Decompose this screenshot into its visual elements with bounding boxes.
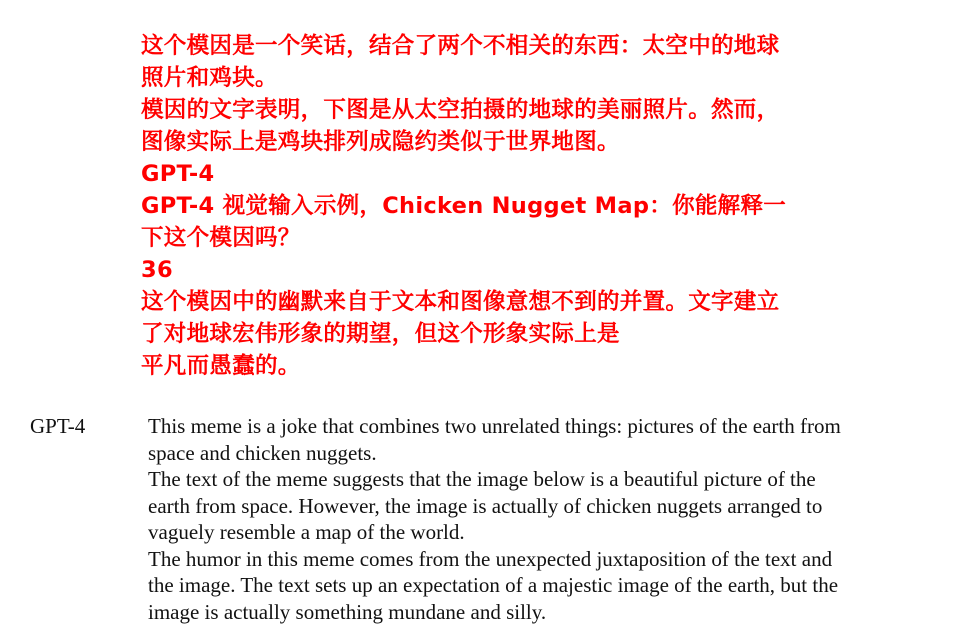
translation-line: 这个模因中的幽默来自于文本和图像意想不到的并置。文字建立 — [141, 289, 780, 315]
translation-line: GPT-4 视觉输入示例，Chicken Nugget Map：你能解释一 — [141, 193, 787, 219]
response-line: The humor in this meme comes from the unexpected juxtaposition of the text and — [148, 546, 833, 571]
response-line: vaguely resemble a map of the world. — [148, 520, 465, 544]
translation-line: 了对地球宏伟形象的期望，但这个形象实际上是 — [141, 321, 620, 347]
translation-line: 平凡而愚蠢的。 — [141, 353, 301, 379]
chinese-translation-block — [141, 30, 941, 382]
translation-line: 模因的文字表明，下图是从太空拍摄的地球的美丽照片。然而， — [141, 97, 780, 123]
response-line: the image. The text sets up an expectation of a majestic image of the earth, but the — [148, 573, 839, 597]
translation-line: 下这个模因吗？ — [141, 225, 301, 251]
response-line: This meme is a joke that combines two unrelated things: pictures of the earth from — [148, 414, 841, 438]
response-line: image is actually something mundane and silly. — [148, 599, 547, 624]
translation-line: 照片和鸡块。 — [141, 65, 278, 91]
translation-line: 36 — [141, 257, 173, 283]
speaker-label: GPT-4 — [30, 414, 86, 438]
translation-line: 图像实际上是鸡块排列成隐约类似于世界地图。 — [141, 129, 620, 155]
response-text-block — [148, 413, 948, 625]
translation-line: GPT-4 — [141, 161, 215, 187]
response-line: space and chicken nuggets. — [148, 440, 377, 465]
response-line: earth from space. However, the image is actually of chicken nuggets arranged to — [148, 493, 823, 518]
response-line: The text of the meme suggests that the image below is a beautiful picture of the — [148, 467, 816, 491]
translation-line: 这个模因是一个笑话，结合了两个不相关的东西：太空中的地球 — [141, 33, 780, 59]
